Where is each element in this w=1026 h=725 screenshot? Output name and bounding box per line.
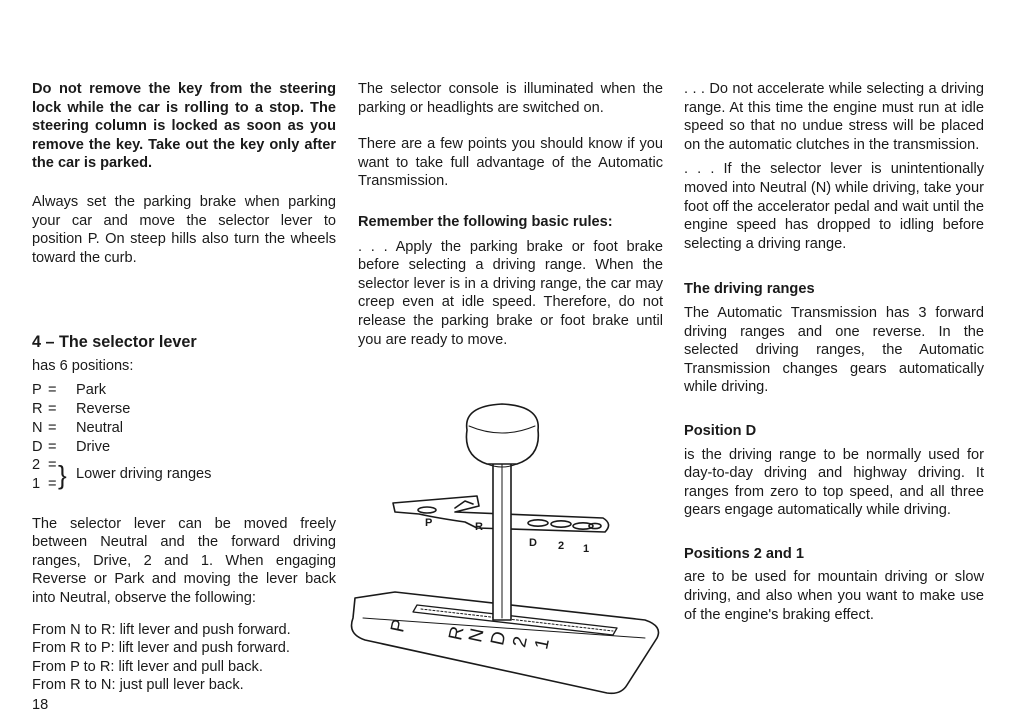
gate-label: 2 xyxy=(558,540,565,552)
rules-heading: Remember the following basic rules: xyxy=(358,213,613,230)
driving-ranges-heading: The driving ranges xyxy=(684,281,815,298)
column-middle xyxy=(358,80,663,349)
driving-ranges-paragraph: The Automatic Transmission has 3 forward driving ranges and one reverse. In the selected driving ranges, the Automatic Transmission changes gears automatically while driving. xyxy=(684,304,984,396)
position-row-p: P = Park xyxy=(32,381,107,398)
console-letter: 1 xyxy=(531,636,554,652)
selector-paragraph: The selector lever can be moved freely between Neutral and the forward driving ranges, Drive, 2 and 1. When engaging Reverse or Park and moving the lever back into Neutral, observe the following: xyxy=(32,515,336,606)
parking-brake-paragraph: Always set the parking brake when parking your car and move the selector lever to position P. On steep hills also turn the wheels toward the curb. xyxy=(32,193,336,266)
illuminated-paragraph: The selector console is illuminated when the parking or headlights are switched on. xyxy=(358,81,663,116)
console-letter: 2 xyxy=(509,634,532,650)
positions-2-1-heading: Positions 2 and 1 xyxy=(684,545,805,562)
console-letter: D xyxy=(487,629,511,648)
accelerate-paragraph: . . . Do not accelerate while selecting a driving range. At this time the engine must run at idle speed so that no undue stress will be placed on the automatic clutches in the transmission. xyxy=(684,81,984,153)
position-d-heading: Position D xyxy=(684,422,757,439)
brace-glyph: } xyxy=(58,459,67,490)
column-left xyxy=(32,80,336,695)
gate-label: 1 xyxy=(583,543,590,555)
position-row-n: N = Neutral xyxy=(32,419,124,436)
gate-label: D xyxy=(529,537,537,549)
points-paragraph: There are a few points you should know if you want to take full advantage of the Automatic Transmission. xyxy=(358,136,663,190)
move-item: From P to R: lift lever and pull back. xyxy=(32,658,263,675)
position-row-r: R = Reverse xyxy=(32,400,131,417)
moves-list xyxy=(32,621,336,695)
lower-ranges-label: Lower driving ranges xyxy=(76,466,212,483)
column-right xyxy=(684,80,984,624)
neutral-paragraph: . . . If the selector lever is unintentionally moved into Neutral (N) while driving, take your foot off the accelerator pedal and wait until the engine speed has dropped to idling before selecting a driving range. xyxy=(684,161,984,252)
move-item: From R to P: lift lever and push forward. xyxy=(32,640,290,657)
move-item: From N to R: lift lever and push forward. xyxy=(32,621,291,638)
selector-lever-illustration xyxy=(345,400,670,700)
gate-label: P xyxy=(425,517,433,529)
key-warning-paragraph: Do not remove the key from the steering lock while the car is rolling to a stop. The steering column is locked as soon as you remove the key. Take out the key only after the car is parked. xyxy=(32,81,336,172)
move-item: From R to N: just pull lever back. xyxy=(32,677,244,694)
position-d-paragraph: is the driving range to be normally used for day-to-day driving and highway driving. It ranges from zero to top speed, and all three gears engage automatically while driving. xyxy=(684,446,984,519)
positions-intro: has 6 positions: xyxy=(32,357,134,374)
gate-label: R xyxy=(475,521,483,533)
console-letter: R xyxy=(445,624,469,643)
lever-slot xyxy=(413,605,617,635)
rule-parking-brake: . . . Apply the parking brake or foot brake before selecting a driving range. When the selector lever is in a driving range, the car may creep even at idle speed. Therefore, do not release the parking brake or foot brake until you are ready to move. xyxy=(358,238,663,348)
console-letter: N xyxy=(465,626,489,645)
positions-2-1-paragraph: are to be used for mountain driving or slow driving, and also when you want to make use of the engine's braking effect. xyxy=(684,569,984,623)
lever-knob xyxy=(466,404,538,464)
section-heading: 4 – The selector lever xyxy=(32,333,197,352)
position-row-d: D = Drive xyxy=(32,438,111,455)
lower-ranges-group: 2 1 = = } Lower driving ranges xyxy=(32,456,212,492)
console-letter: P xyxy=(387,617,411,635)
page-number: 18 xyxy=(32,697,49,713)
positions-list xyxy=(32,381,336,494)
